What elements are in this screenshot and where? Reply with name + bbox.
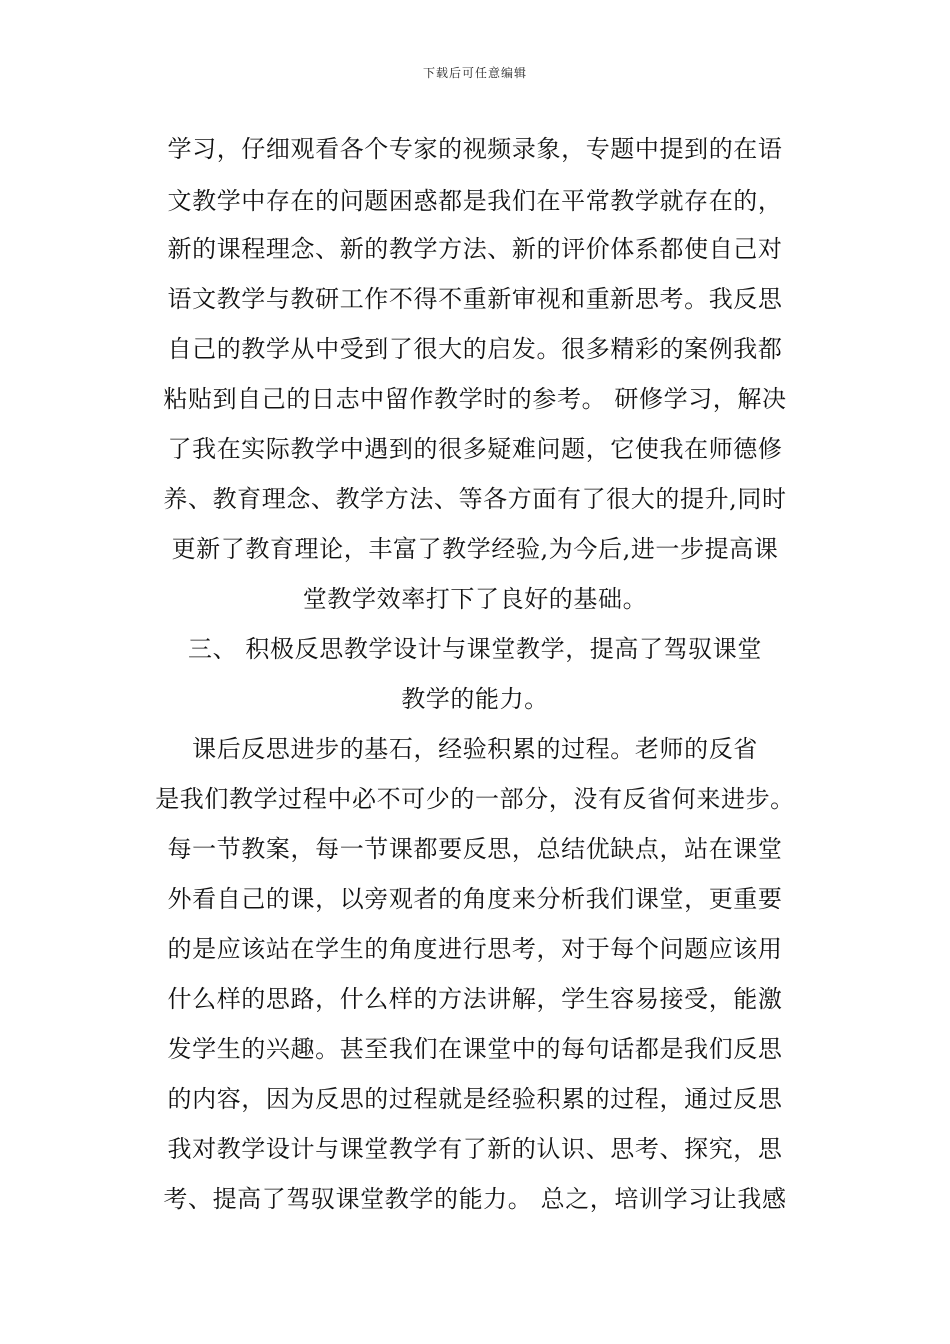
- body-line: 语文教学与教研工作不得不重新审视和重新思考。我反思: [167, 285, 783, 313]
- section-heading: 三、 积极反思教学设计与课堂教学，提高了驾驭课堂: [187, 635, 763, 663]
- body-line: 自己的教学从中受到了很大的启发。很多精彩的案例我都: [167, 335, 783, 363]
- body-line: 什么样的思路，什么样的方法讲解，学生容易接受，能激: [167, 985, 783, 1013]
- body-line: 堂教学效率打下了良好的基础。: [302, 585, 648, 613]
- page-header: 下载后可任意编辑: [422, 66, 527, 80]
- body-line: 是我们教学过程中必不可少的一部分，没有反省何来进步。: [155, 785, 795, 813]
- body-line: 新的课程理念、新的教学方法、新的评价体系都使自己对: [167, 235, 783, 263]
- body-line: 发学生的兴趣。甚至我们在课堂中的每句话都是我们反思: [167, 1035, 783, 1063]
- body-line: 粘贴到自己的日志中留作教学时的参考。 研修学习，解决: [163, 385, 787, 413]
- body-line: 了我在实际教学中遇到的很多疑难问题，它使我在师德修: [167, 435, 783, 463]
- body-line: 每一节教案，每一节课都要反思，总结优缺点，站在课堂: [167, 835, 783, 863]
- body-line: 更新了教育理论，丰富了教学经验,为今后,进一步提高课: [171, 535, 779, 563]
- body-line: 文教学中存在的问题困惑都是我们在平常教学就存在的，: [167, 187, 783, 215]
- body-line: 考、提高了驾驭课堂教学的能力。 总之，培训学习让我感: [163, 1185, 787, 1213]
- body-line: 学习，仔细观看各个专家的视频录象，专题中提到的在语: [167, 135, 783, 163]
- body-line: 的是应该站在学生的角度进行思考，对于每个问题应该用: [167, 935, 783, 963]
- section-heading: 教学的能力。: [401, 685, 549, 713]
- body-line: 养、教育理念、教学方法、等各方面有了很大的提升,同时: [163, 485, 787, 513]
- body-line: 的内容，因为反思的过程就是经验积累的过程，通过反思: [167, 1085, 783, 1113]
- body-line: 外看自己的课，以旁观者的角度来分析我们课堂，更重要: [167, 885, 783, 913]
- body-line: 课后反思进步的基石，经验积累的过程。老师的反省: [192, 735, 758, 763]
- body-line: 我对教学设计与课堂教学有了新的认识、思考、探究，思: [167, 1135, 783, 1163]
